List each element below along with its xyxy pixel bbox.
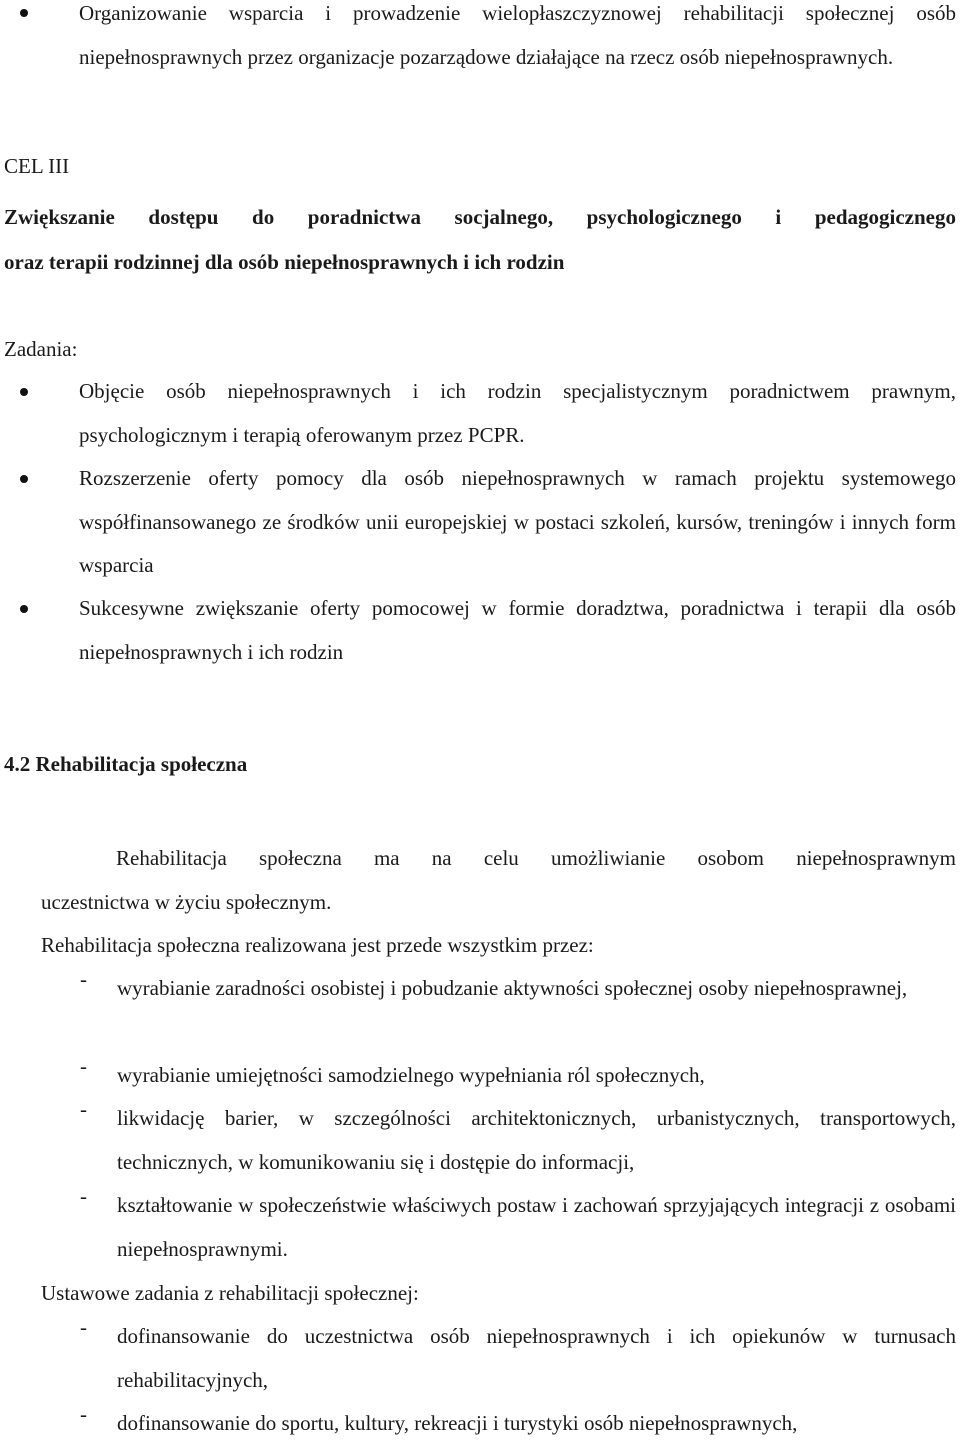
realized-item: kształtowanie w społeczeństwie właściwych postaw i zachowań sprzyjających integracji z osobami niepełnosprawnymi.: [117, 1193, 956, 1261]
dash-marker: -: [80, 1315, 87, 1339]
realized-label: Rehabilitacja społeczna realizowana jest przede wszystkim przez:: [41, 933, 594, 957]
realized-item: wyrabianie umiejętności samodzielnego wypełniania ról społecznych,: [117, 1063, 705, 1087]
task-item: Objęcie osób niepełnosprawnych i ich rodzin specjalistycznym poradnictwem prawnym, psychologicznym i terapią oferowanym przez PCPR.: [79, 379, 956, 447]
dash-marker: -: [80, 967, 87, 991]
cel-title-line1: Zwiększanie dostępu do poradnictwa socjalnego, psychologicznego i pedagogicznego: [4, 205, 956, 229]
realized-item: likwidację barier, w szczególności architektonicznych, urbanistycznych, transportowych, technicznych, w komunikowaniu się i dostępie do informacji,: [117, 1106, 956, 1174]
bullet-icon: [20, 605, 28, 613]
section-title: 4.2 Rehabilitacja społeczna: [4, 752, 248, 776]
tasks-label: Zadania:: [4, 337, 78, 361]
cel-title-line2: oraz terapii rodzinnej dla osób niepełnosprawnych i ich rodzin: [4, 250, 565, 274]
cel-label: CEL III: [4, 154, 70, 178]
bullet-icon: [20, 9, 28, 17]
dash-marker: -: [80, 1054, 87, 1078]
realized-item: wyrabianie zaradności osobistej i pobudzanie aktywności społecznej osoby niepełnosprawnej,: [117, 976, 908, 1000]
dash-marker: -: [80, 1184, 87, 1208]
statutory-item: dofinansowanie do uczestnictwa osób niepełnosprawnych i ich opiekunów w turnusach rehabilitacyjnych,: [117, 1324, 956, 1392]
intro-line2: uczestnictwa w życiu społecznym.: [41, 890, 332, 914]
statutory-item: dofinansowanie do sportu, kultury, rekreacji i turystyki osób niepełnosprawnych,: [117, 1411, 798, 1435]
intro-line1: Rehabilitacja społeczna ma na celu umożliwianie osobom niepełnosprawnym: [116, 846, 956, 870]
dash-marker: -: [80, 1402, 87, 1426]
dash-marker: -: [80, 1097, 87, 1121]
bullet-icon: [20, 475, 28, 483]
statutory-label: Ustawowe zadania z rehabilitacji społecznej:: [41, 1281, 419, 1305]
task-item: Rozszerzenie oferty pomocy dla osób niepełnosprawnych w ramach projektu systemowego współfinansowanego ze środków unii europejskiej w postaci szkoleń, kursów, treningów i innych form wsparcia: [79, 466, 956, 577]
task-item: Sukcesywne zwiększanie oferty pomocowej w formie doradztwa, poradnictwa i terapii dla osób niepełnosprawnych i ich rodzin: [79, 596, 956, 664]
bullet-icon: [20, 388, 28, 396]
top-bullet-text: Organizowanie wsparcia i prowadzenie wielopłaszczyznowej rehabilitacji społecznej osób niepełnosprawnych przez organizacje pozarządowe działające na rzecz osób niepełnosprawnych.: [79, 1, 956, 69]
